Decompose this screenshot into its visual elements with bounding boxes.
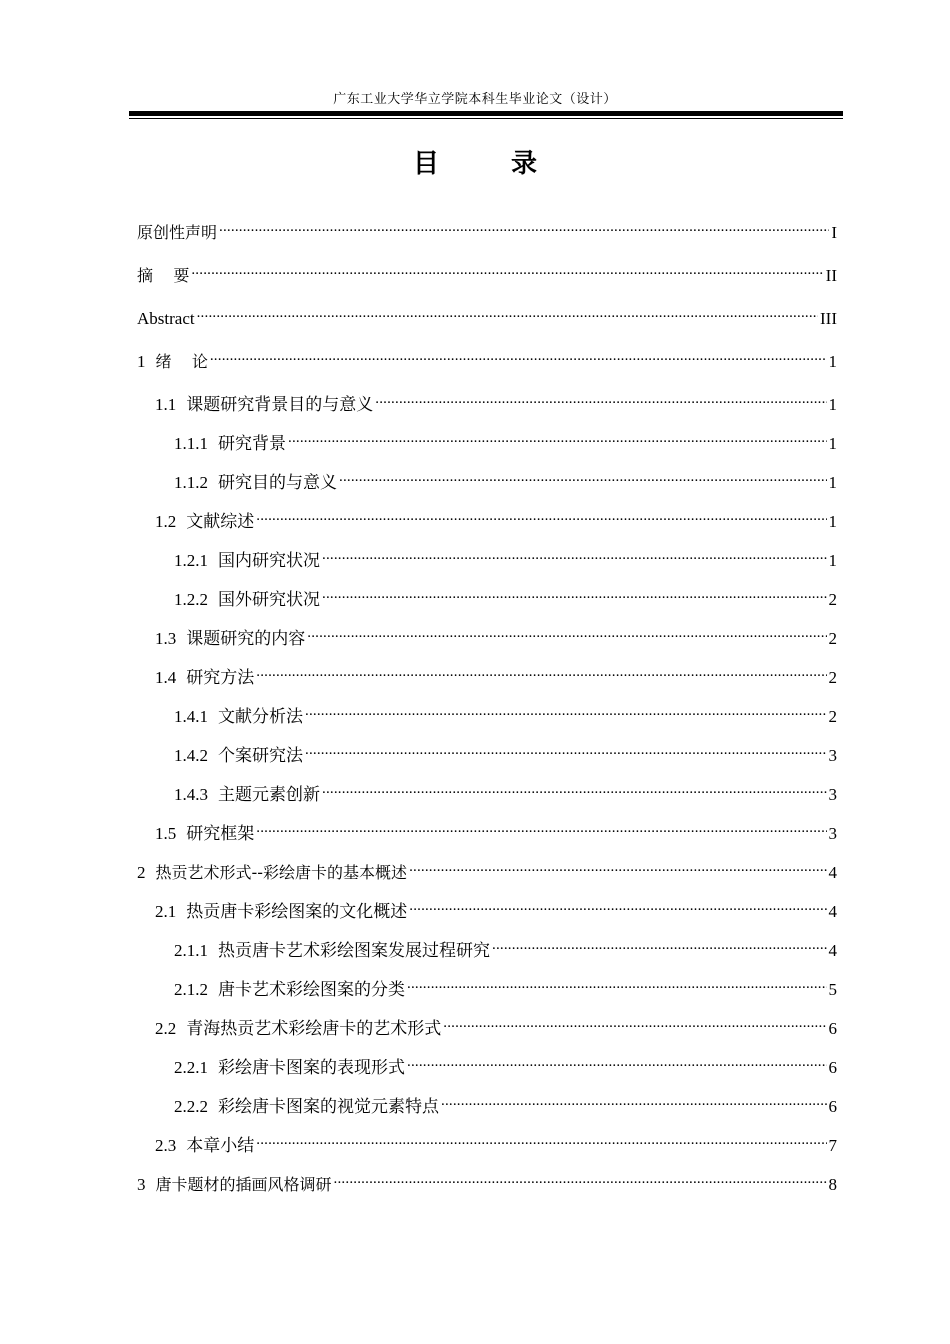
- toc-entry-page: 4: [828, 863, 837, 882]
- toc-entry-label: 研究框架: [186, 824, 255, 843]
- toc-entry-1-2[interactable]: [155, 505, 837, 533]
- header-rule-thick: [129, 111, 843, 116]
- toc-entry-page: 6: [828, 1019, 837, 1038]
- toc-leader-dots: [409, 895, 826, 917]
- toc-leader-dots: [288, 427, 827, 449]
- toc-entry-number: 2.1.2: [174, 980, 208, 999]
- running-header: 广东工业大学华立学院本科生毕业论文（设计）: [333, 92, 617, 107]
- toc-entry-number: 1.1: [155, 395, 177, 414]
- toc-entry-number: 1.2.2: [174, 590, 208, 609]
- toc-entry-label: 热贡唐卡彩绘图案的文化概述: [186, 902, 408, 921]
- toc-entry-1-4[interactable]: [155, 661, 837, 689]
- toc-entry-page: 2: [828, 629, 837, 648]
- toc-entry-number: 2.2.1: [174, 1058, 208, 1077]
- toc-leader-dots: [256, 817, 826, 839]
- toc-entry-number: 1.4.3: [174, 785, 208, 804]
- toc-entry-originality[interactable]: [137, 216, 837, 244]
- toc-entry-page: II: [825, 266, 837, 285]
- toc-entry-page: 5: [828, 980, 837, 999]
- toc-leader-dots: [322, 778, 827, 800]
- toc-entry-number: 2.1.1: [174, 941, 208, 960]
- toc-entry-page: 8: [828, 1175, 837, 1194]
- toc-entry-1-4-1[interactable]: [174, 700, 837, 728]
- toc-leader-dots: [256, 505, 826, 527]
- toc-entry-label: 国外研究状况: [218, 590, 320, 609]
- toc-entry-number: 1.4: [155, 668, 177, 687]
- toc-entry-number: 1.2: [155, 512, 177, 531]
- toc-entry-label: 课题研究的内容: [186, 629, 306, 648]
- toc-entry-page: 4: [828, 902, 837, 921]
- toc-entry-1-4-3[interactable]: [174, 778, 837, 806]
- toc-leader-dots: [219, 216, 829, 238]
- toc-entry-page: 6: [828, 1058, 837, 1077]
- toc-entry-page: 3: [828, 785, 837, 804]
- toc-entry-1-5[interactable]: [155, 817, 837, 845]
- toc-entry-page: 3: [828, 824, 837, 843]
- toc-leader-dots: [334, 1168, 827, 1190]
- toc-leader-dots: [409, 856, 826, 878]
- toc-leader-dots: [407, 1051, 827, 1073]
- toc-entry-2-1[interactable]: [155, 895, 837, 923]
- toc-entry-page: 7: [828, 1136, 837, 1155]
- toc-entry-number: 2.3: [155, 1136, 177, 1155]
- toc-entry-page: 1: [828, 395, 837, 414]
- toc-entry-label: 彩绘唐卡图案的视觉元素特点: [218, 1097, 439, 1116]
- toc-leader-dots: [305, 700, 827, 722]
- toc-entry-2-2-2[interactable]: [174, 1090, 837, 1118]
- toc-entry-1-2-2[interactable]: [174, 583, 837, 611]
- toc-entry-label: 课题研究背景目的与意义: [186, 395, 374, 414]
- toc-entry-number: 1.5: [155, 824, 177, 843]
- toc-entry-page: 1: [828, 352, 837, 371]
- toc-entry-1-1-1[interactable]: [174, 427, 837, 455]
- toc-entry-page: 3: [828, 746, 837, 765]
- toc-entry-2-3[interactable]: [155, 1129, 837, 1157]
- toc-entry-label: Abstract: [137, 309, 195, 328]
- toc-entry-page: 1: [828, 473, 837, 492]
- toc-entry-label: 主题元素创新: [218, 785, 320, 804]
- toc-entry-label: 原创性声明: [137, 223, 218, 242]
- toc-leader-dots: [375, 388, 826, 410]
- toc-leader-dots: [443, 1012, 826, 1034]
- toc-entry-number: 2: [137, 863, 146, 882]
- toc-entry-label: 绪 论: [155, 352, 208, 371]
- toc-entry-page: 1: [828, 551, 837, 570]
- toc-entry-label: 本章小结: [186, 1136, 255, 1155]
- toc-entry-2-1-2[interactable]: [174, 973, 837, 1001]
- toc-leader-dots: [407, 973, 827, 995]
- toc-leader-dots: [191, 259, 823, 281]
- toc-entry-ch2[interactable]: [137, 856, 837, 884]
- toc-leader-dots: [256, 1129, 826, 1151]
- toc-entry-page: 6: [828, 1097, 837, 1116]
- toc-entry-label: 国内研究状况: [218, 551, 320, 570]
- toc-entry-label: 热贡艺术形式--彩绘唐卡的基本概述: [155, 863, 408, 882]
- toc-entry-label: 文献综述: [186, 512, 255, 531]
- toc-entry-1-1-2[interactable]: [174, 466, 837, 494]
- toc-leader-dots: [305, 739, 827, 761]
- toc-entry-2-1-1[interactable]: [174, 934, 837, 962]
- toc-entry-label: 研究目的与意义: [218, 473, 337, 492]
- toc-entry-label: 热贡唐卡艺术彩绘图案发展过程研究: [218, 941, 490, 960]
- header-rule-thin: [129, 118, 843, 119]
- toc-entry-label: 文献分析法: [218, 707, 303, 726]
- toc-entry-label: 个案研究法: [218, 746, 303, 765]
- toc-entry-page: 1: [828, 434, 837, 453]
- toc-entry-label: 摘 要: [137, 266, 190, 285]
- toc-entry-1-2-1[interactable]: [174, 544, 837, 572]
- toc-entry-label: 彩绘唐卡图案的表现形式: [218, 1058, 405, 1077]
- toc-leader-dots: [322, 544, 827, 566]
- toc-entry-page: 2: [828, 590, 837, 609]
- toc-entry-number: 1.1.2: [174, 473, 208, 492]
- page-title: 目 录: [412, 149, 556, 179]
- toc-leader-dots: [256, 661, 826, 683]
- toc-entry-page: 1: [828, 512, 837, 531]
- toc-entry-abstract-en[interactable]: [137, 302, 837, 330]
- toc-entry-ch3[interactable]: [137, 1168, 837, 1196]
- toc-entry-1-4-2[interactable]: [174, 739, 837, 767]
- toc-entry-label: 研究背景: [218, 434, 286, 453]
- toc-entry-1-3[interactable]: [155, 622, 837, 650]
- toc-entry-number: 2.2.2: [174, 1097, 208, 1116]
- toc-entry-label: 青海热贡艺术彩绘唐卡的艺术形式: [186, 1019, 442, 1038]
- toc-entry-page: I: [831, 223, 837, 242]
- toc-entry-number: 3: [137, 1175, 146, 1194]
- toc-entry-label: 唐卡题材的插画风格调研: [155, 1175, 332, 1194]
- toc-entry-2-2-1[interactable]: [174, 1051, 837, 1079]
- toc-leader-dots: [307, 622, 826, 644]
- toc-leader-dots: [339, 466, 827, 488]
- toc-entry-2-2[interactable]: [155, 1012, 837, 1040]
- toc-leader-dots: [322, 583, 827, 605]
- toc-leader-dots: [492, 934, 827, 956]
- toc-leader-dots: [210, 345, 827, 367]
- toc-entry-page: III: [820, 309, 837, 328]
- toc-entry-page: 4: [828, 941, 837, 960]
- toc-leader-dots: [197, 302, 818, 324]
- toc-entry-page: 2: [828, 668, 837, 687]
- toc-entry-number: 2.1: [155, 902, 177, 921]
- toc-entry-number: 1.1.1: [174, 434, 208, 453]
- toc-entry-label: 研究方法: [186, 668, 255, 687]
- toc-entry-label: 唐卡艺术彩绘图案的分类: [218, 980, 405, 999]
- toc-leader-dots: [441, 1090, 827, 1112]
- toc-entry-number: 1.2.1: [174, 551, 208, 570]
- toc-entry-number: 1.4.1: [174, 707, 208, 726]
- toc-entry-number: 1.3: [155, 629, 177, 648]
- toc-entry-1-1[interactable]: [155, 388, 837, 416]
- toc-entry-number: 1.4.2: [174, 746, 208, 765]
- toc-entry-number: 1: [137, 352, 146, 371]
- toc-entry-abstract-cn[interactable]: [137, 259, 837, 287]
- toc-entry-page: 2: [828, 707, 837, 726]
- toc-entry-ch1[interactable]: [137, 345, 837, 373]
- toc-entry-number: 2.2: [155, 1019, 177, 1038]
